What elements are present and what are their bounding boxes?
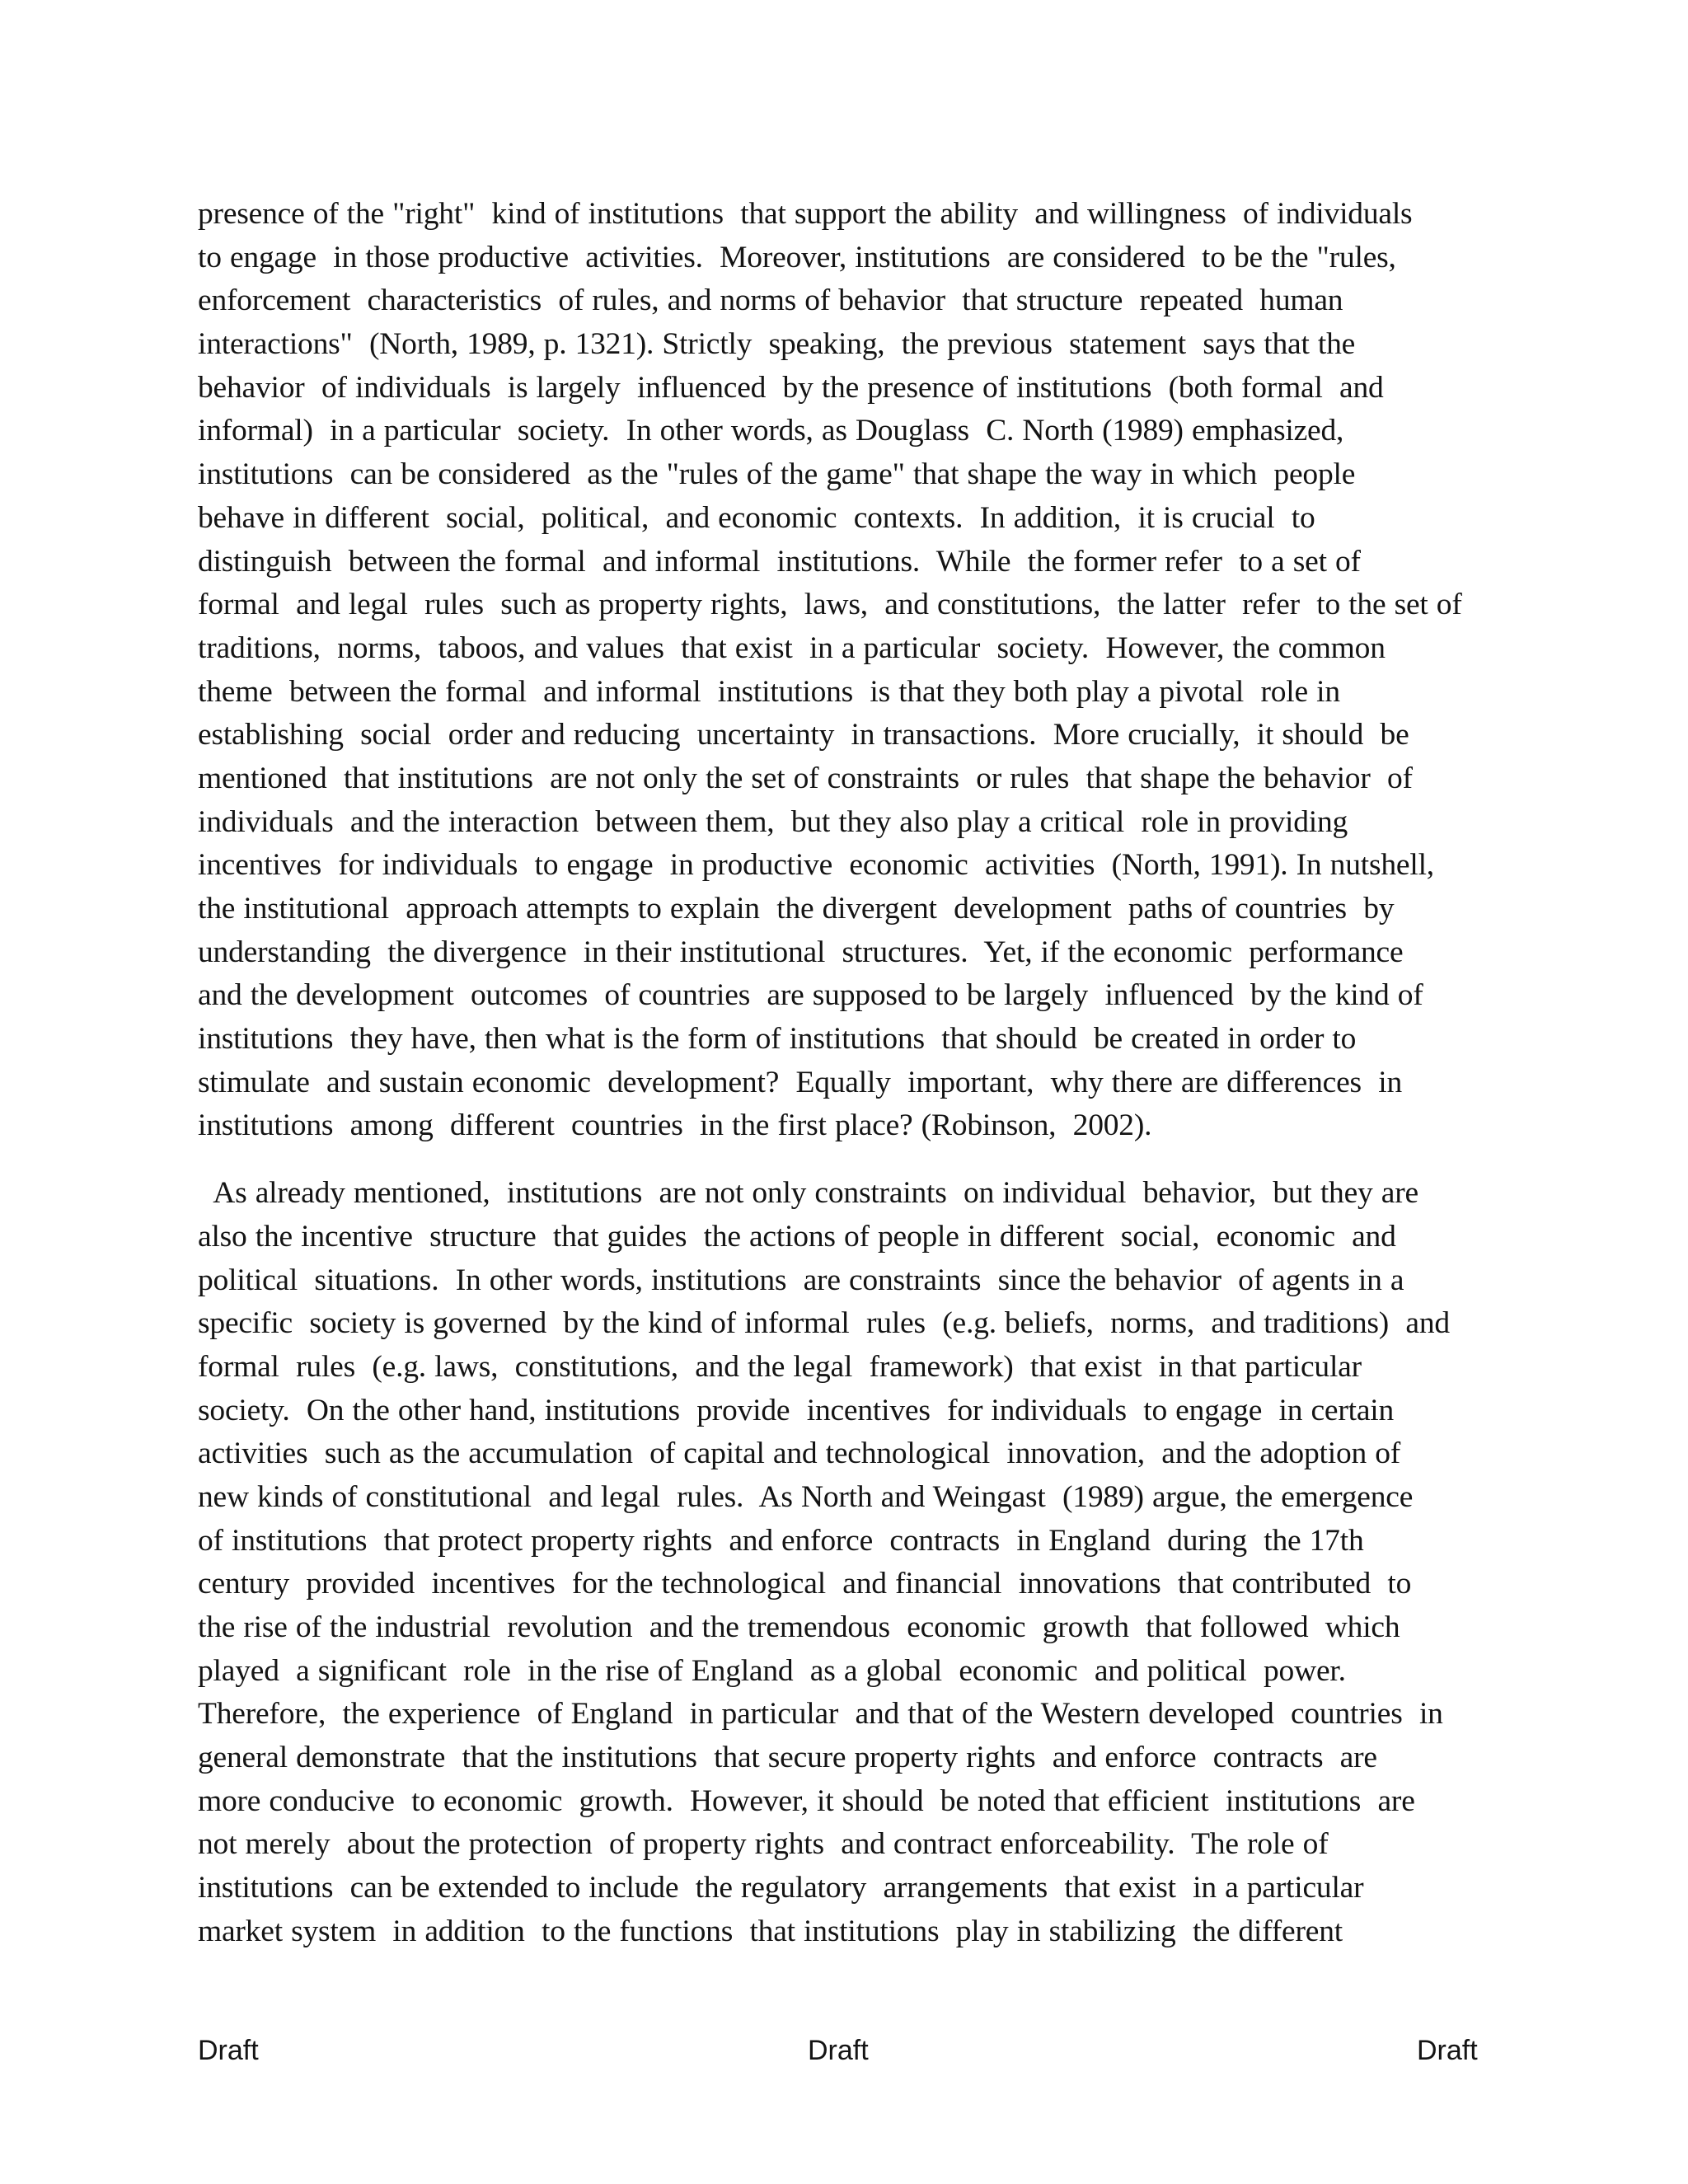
text-line: specific society is governed by the kind of informal rules (e.g. beliefs, norms, and traditions) and bbox=[198, 1306, 1450, 1341]
text-line: also the incentive structure that guides the actions of people in different social, economic and bbox=[198, 1219, 1396, 1254]
text-line: to engage in those productive activities. Moreover, institutions are considered to be the "rules, bbox=[198, 240, 1396, 274]
text-line: political situations. In other words, institutions are constraints since the behavior of agents in a bbox=[198, 1263, 1404, 1297]
text-line: stimulate and sustain economic development? Equally important, why there are differences in bbox=[198, 1065, 1403, 1099]
text-line: society. On the other hand, institutions provide incentives for individuals to engage in certain bbox=[198, 1393, 1395, 1427]
text-line: institutions can be considered as the "rules of the game" that shape the way in which people bbox=[198, 457, 1356, 492]
text-line: understanding the divergence in their institutional structures. Yet, if the economic performance bbox=[198, 935, 1404, 969]
footer-center-label: Draft bbox=[808, 2035, 869, 2066]
text-line: not merely about the protection of property rights and contract enforceability. The role of bbox=[198, 1827, 1329, 1862]
text-line: behave in different social, political, and economic contexts. In addition, it is crucial to bbox=[198, 500, 1315, 535]
text-line: mentioned that institutions are not only the set of constraints or rules that shape the behavior of bbox=[198, 761, 1413, 795]
text-line: more conducive to economic growth. However, it should be noted that efficient institutions are bbox=[198, 1783, 1415, 1818]
text-line: century provided incentives for the technological and financial innovations that contributed to bbox=[198, 1567, 1412, 1601]
text-line: behavior of individuals is largely influenced by the presence of institutions (both formal and bbox=[198, 370, 1384, 405]
text-line: activities such as the accumulation of capital and technological innovation, and the adoption of bbox=[198, 1436, 1401, 1471]
text-line: the rise of the industrial revolution and the tremendous economic growth that followed which bbox=[198, 1610, 1400, 1644]
text-line: As already mentioned, institutions are not only constraints on individual behavior, but they are bbox=[198, 1176, 1418, 1211]
footer-left-label: Draft bbox=[198, 2035, 259, 2066]
text-line: market system in addition to the functions that institutions play in stabilizing the different bbox=[198, 1914, 1343, 1948]
text-line: traditions, norms, taboos, and values that exist in a particular society. However, the common bbox=[198, 630, 1386, 665]
text-line: incentives for individuals to engage in productive economic activities (North, 1991). In nutshell, bbox=[198, 848, 1434, 883]
text-line: informal) in a particular society. In other words, as Douglass C. North (1989) emphasized, bbox=[198, 414, 1344, 448]
text-line: the institutional approach attempts to explain the divergent development paths of countries by bbox=[198, 892, 1395, 926]
text-line: theme between the formal and informal institutions is that they both play a pivotal role in bbox=[198, 674, 1340, 709]
text-line: individuals and the interaction between them, but they also play a critical role in providing bbox=[198, 804, 1348, 839]
document-body bbox=[198, 193, 1484, 1954]
text-line: interactions" (North, 1989, p. 1321). Strictly speaking, the previous statement says that the bbox=[198, 327, 1356, 362]
footer-right-label: Draft bbox=[1417, 2035, 1478, 2066]
text-line: played a significant role in the rise of England as a global economic and political power. bbox=[198, 1653, 1346, 1688]
text-line: formal and legal rules such as property rights, laws, and constitutions, the latter refer to the set of bbox=[198, 588, 1462, 622]
text-line: presence of the "right" kind of institutions that support the ability and willingness of individuals bbox=[198, 197, 1413, 231]
text-line: new kinds of constitutional and legal rules. As North and Weingast (1989) argue, the emergence bbox=[198, 1479, 1414, 1514]
paragraph-1 bbox=[198, 193, 1484, 1148]
text-line: Therefore, the experience of England in particular and that of the Western developed countries in bbox=[198, 1697, 1443, 1732]
paragraph-2 bbox=[198, 1172, 1484, 1953]
text-line: of institutions that protect property rights and enforce contracts in England during the 17th bbox=[198, 1523, 1364, 1558]
text-line: formal rules (e.g. laws, constitutions, and the legal framework) that exist in that particular bbox=[198, 1349, 1362, 1384]
text-line: institutions among different countries in the first place? (Robinson, 2002). bbox=[198, 1108, 1152, 1143]
text-line: general demonstrate that the institutions that secure property rights and enforce contracts are bbox=[198, 1741, 1377, 1775]
text-line: and the development outcomes of countries are supposed to be largely influenced by the kind of bbox=[198, 978, 1423, 1013]
text-line: institutions they have, then what is the form of institutions that should be created in order to bbox=[198, 1022, 1357, 1057]
text-line: enforcement characteristics of rules, and norms of behavior that structure repeated human bbox=[198, 284, 1343, 318]
text-line: institutions can be extended to include the regulatory arrangements that exist in a particular bbox=[198, 1871, 1364, 1905]
text-line: distinguish between the formal and informal institutions. While the former refer to a set of bbox=[198, 544, 1361, 579]
text-line: establishing social order and reducing uncertainty in transactions. More crucially, it should be bbox=[198, 718, 1409, 752]
